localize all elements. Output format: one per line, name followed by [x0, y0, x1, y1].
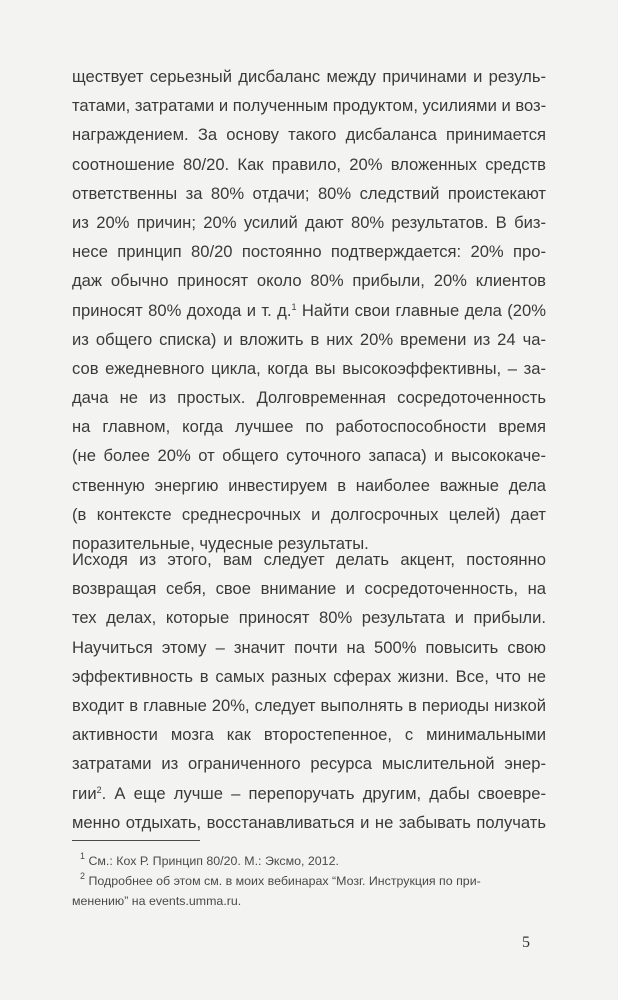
text-line: входит в главные 20%, следует выполнять в периоды низкой	[72, 695, 546, 715]
text-segment: гии	[72, 783, 97, 803]
text-line: даж обычно приносят около 80% прибыли, 20% клиентов	[72, 271, 546, 291]
text-segment: Исходя из этого, вам следует делать акцент, постоянно	[72, 550, 546, 569]
footnote-marker-1: 1	[80, 851, 86, 861]
text-line: из 20% причин; 20% усилий дают 80% результатов. В биз-	[72, 212, 546, 232]
body-paragraph-2	[72, 545, 546, 837]
text-line-with-footnote-ref	[72, 296, 546, 325]
body-paragraph-1	[72, 62, 546, 558]
footnote-ref-2: 2	[96, 784, 102, 795]
text-line: затратами из ограниченного ресурса мыслительной энер-	[72, 754, 546, 774]
footnote-1	[72, 851, 546, 871]
footnotes	[72, 851, 546, 911]
text-line-with-footnote-ref	[72, 779, 546, 808]
text-line: эффективность в самых разных сферах жизни. Все, что не	[72, 666, 546, 686]
text-line: ществует серьезный дисбаланс между причинами и резуль-	[72, 67, 546, 86]
footnote-separator	[72, 840, 200, 841]
footnote-2	[72, 871, 546, 891]
text-line: несе принцип 80/20 постоянно подтверждается: 20% про-	[72, 242, 546, 262]
page-number: 5	[522, 934, 530, 951]
footnote-text: См.: Кох Р. Принцип 80/20. М.: Эксмо, 2012.	[85, 854, 339, 868]
text-line: менно отдыхать, восстанавливаться и не забывать получать	[72, 812, 546, 832]
footnote-ref-1: 1	[291, 301, 297, 312]
text-line: сов ежедневного цикла, когда вы высокоэффективны, – за-	[72, 358, 546, 378]
text-segment: приносят 80% дохода и т. д.	[72, 300, 292, 320]
text-line: из общего списка) и вложить в них 20% времени из 24 ча-	[72, 329, 546, 349]
text-line: дача не из простых. Долговременная сосредоточенность	[72, 388, 546, 408]
text-line: награждением. За основу такого дисбаланса принимается	[72, 125, 546, 145]
text-line: ответственны за 80% отдачи; 80% следствий проистекают	[72, 183, 546, 203]
text-line: (не более 20% от общего суточного запаса) и высококаче-	[72, 446, 546, 466]
text-line: возвращая себя, свое внимание и сосредоточенность, на	[72, 579, 546, 599]
text-line: соотношение 80/20. Как правило, 20% вложенных средств	[72, 154, 546, 174]
text-line: поразительные, чудесные результаты.	[72, 534, 369, 553]
text-segment: . А еще лучше – перепоручать другим, дабы своевре-	[101, 783, 546, 803]
text-line: (в контексте среднесрочных и долгосрочных целей) дает	[72, 504, 546, 524]
text-line: активности мозга как второстепенное, с минимальными	[72, 725, 546, 745]
text-line: тех делах, которые приносят 80% результата и прибыли.	[72, 608, 546, 628]
footnote-2-continuation: менению” на events.umma.ru.	[72, 894, 242, 908]
text-line: на главном, когда лучшее по работоспособности время	[72, 417, 546, 437]
text-line: Научиться этому – значит почти на 500% повысить свою	[72, 637, 546, 657]
footnote-marker-2: 2	[80, 871, 86, 881]
text-line: ственную энергию инвестируем в наиболее важные дела	[72, 475, 546, 495]
text-line: татами, затратами и полученным продуктом, усилиями и воз-	[72, 96, 547, 116]
footnote-text: Подробнее об этом см. в моих вебинарах “Мозг. Инструкция по при-	[85, 874, 481, 888]
text-segment: Найти свои главные дела (20%	[296, 300, 546, 320]
text-line	[72, 545, 546, 574]
